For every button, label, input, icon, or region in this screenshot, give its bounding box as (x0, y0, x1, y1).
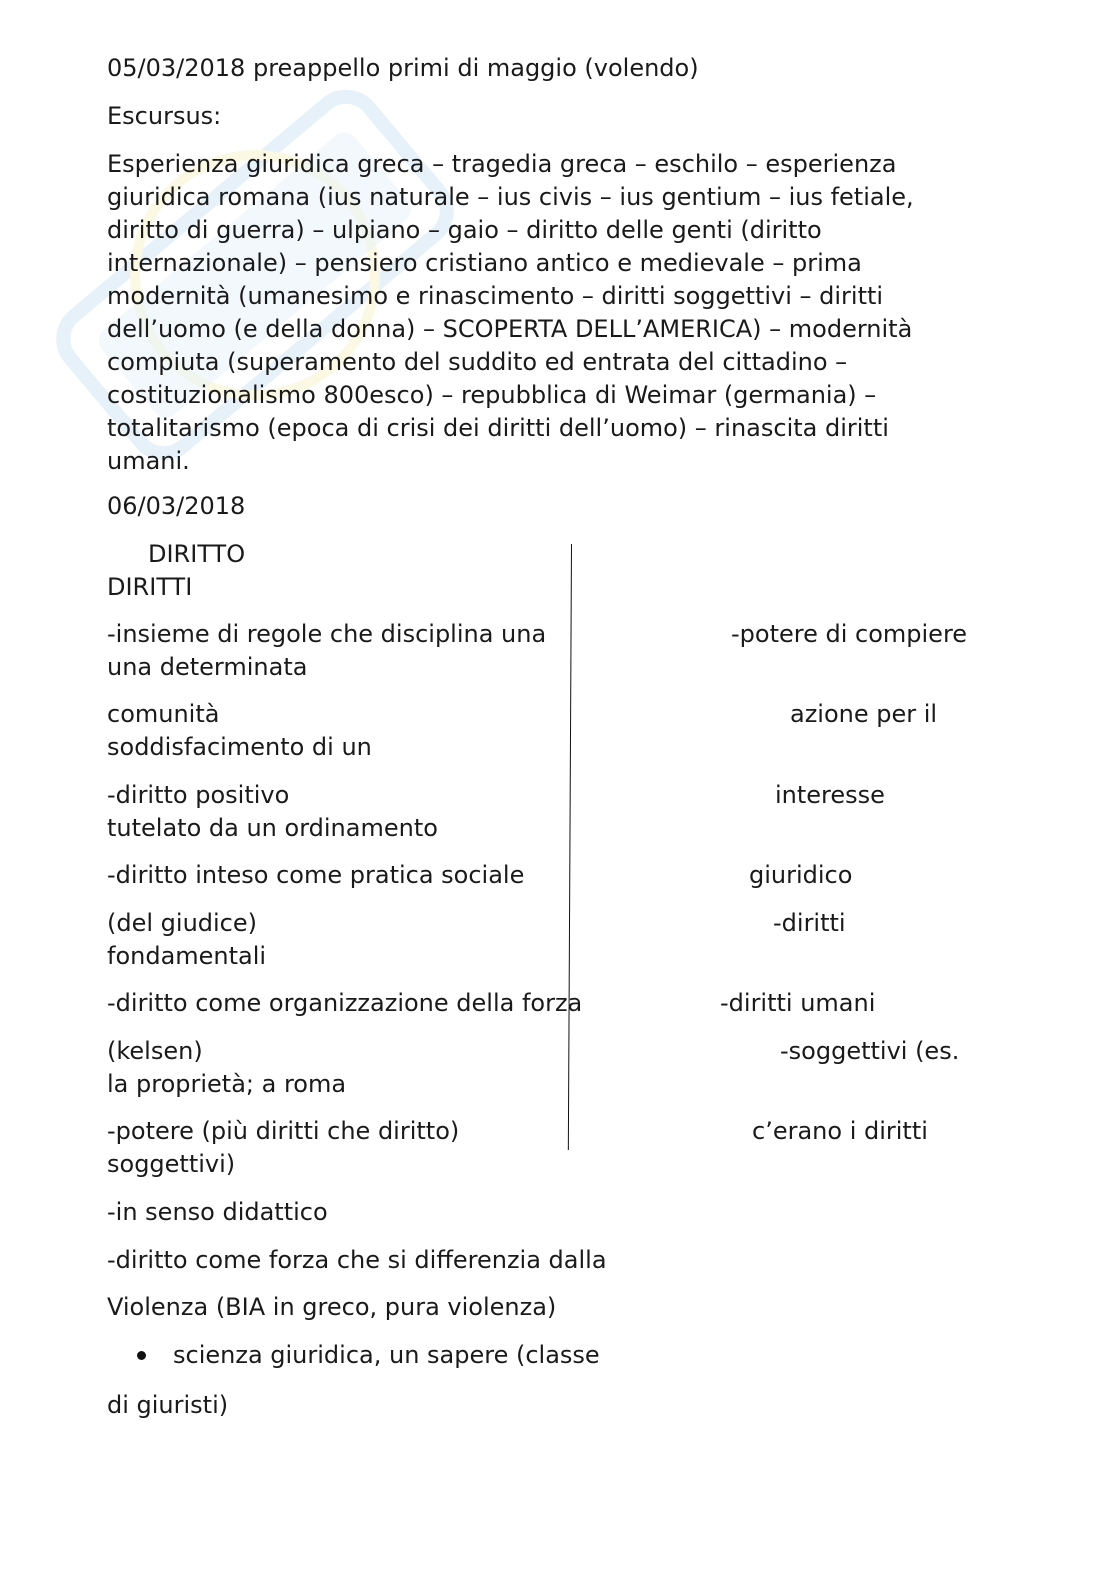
comparison-row (107, 907, 1076, 940)
escursus-line: Esperienza giuridica greca – tragedia greca – eschilo – esperienza (107, 150, 897, 178)
row-right-text: -diritti (773, 909, 846, 937)
row-left-text: -diritto come organizzazione della forza (107, 989, 583, 1017)
header-date-line: 05/03/2018 preappello primi di maggio (volendo) (107, 54, 699, 82)
second-date: 06/03/2018 (107, 492, 246, 520)
row-left-text: (del giudice) (107, 909, 257, 937)
row-right-text: c’erano i diritti (752, 1117, 928, 1145)
comparison-row (107, 987, 1076, 1020)
row-left-text: -potere (più diritti che diritto) (107, 1117, 460, 1145)
bullet-item: scienza giuridica, un sapere (classe (173, 1341, 600, 1369)
comparison-row (107, 698, 1076, 731)
row-left-text: -diritto positivo (107, 781, 290, 809)
row-wrap-text: tutelato da un ordinamento (107, 814, 438, 842)
escursus-line: diritto di guerra) – ulpiano – gaio – diritto delle genti (diritto (107, 216, 822, 244)
column-heading-diritto: DIRITTO (148, 540, 246, 568)
row-right-text: -potere di compiere (731, 620, 968, 648)
escursus-line: umani. (107, 447, 190, 475)
column-heading-diritti: DIRITTI (107, 573, 193, 601)
row-wrap-text: fondamentali (107, 942, 267, 970)
row-right-text: giuridico (749, 861, 853, 889)
row-wrap-text: soggettivi) (107, 1150, 236, 1178)
comparison-row (107, 618, 1076, 651)
escursus-line: giuridica romana (ius naturale – ius civis – ius gentium – ius fetiale, (107, 183, 914, 211)
row-right-text: -soggettivi (es. (780, 1037, 960, 1065)
row-left-text: -diritto inteso come pratica sociale (107, 861, 525, 889)
row-wrap-text: la proprietà; a roma (107, 1070, 347, 1098)
comparison-row (107, 1035, 1076, 1068)
row-wrap-text: soddisfacimento di un (107, 733, 372, 761)
row-left-text: comunità (107, 700, 220, 728)
escursus-label: Escursus: (107, 102, 222, 130)
row-right-text: -diritti umani (720, 989, 876, 1017)
escursus-line: modernità (umanesimo e rinascimento – diritti soggettivi – diritti (107, 282, 884, 310)
escursus-line: compiuta (superamento del suddito ed entrata del cittadino – (107, 348, 848, 376)
row-wrap-text: una determinata (107, 653, 308, 681)
bullet-continuation: di giuristi) (107, 1391, 229, 1419)
comparison-row (107, 1115, 1076, 1148)
row-left-text: (kelsen) (107, 1037, 203, 1065)
comparison-row (107, 779, 1076, 812)
escursus-line: dell’uomo (e della donna) – SCOPERTA DELL’AMERICA) – modernità (107, 315, 913, 343)
row-right-text: azione per il (790, 700, 938, 728)
text-line: -diritto come forza che si differenzia dalla (107, 1246, 607, 1274)
bullet-dot-icon (137, 1351, 146, 1360)
text-line: -in senso didattico (107, 1198, 328, 1226)
text-line: Violenza (BIA in greco, pura violenza) (107, 1293, 557, 1321)
escursus-paragraph (107, 148, 1007, 478)
comparison-row (107, 859, 1076, 892)
row-left-text: -insieme di regole che disciplina una (107, 620, 547, 648)
escursus-line: internazionale) – pensiero cristiano antico e medievale – prima (107, 249, 862, 277)
row-right-text: interesse (775, 781, 885, 809)
escursus-line: costituzionalismo 800esco) – repubblica di Weimar (germania) – (107, 381, 877, 409)
escursus-line: totalitarismo (epoca di crisi dei diritti dell’uomo) – rinascita diritti (107, 414, 889, 442)
